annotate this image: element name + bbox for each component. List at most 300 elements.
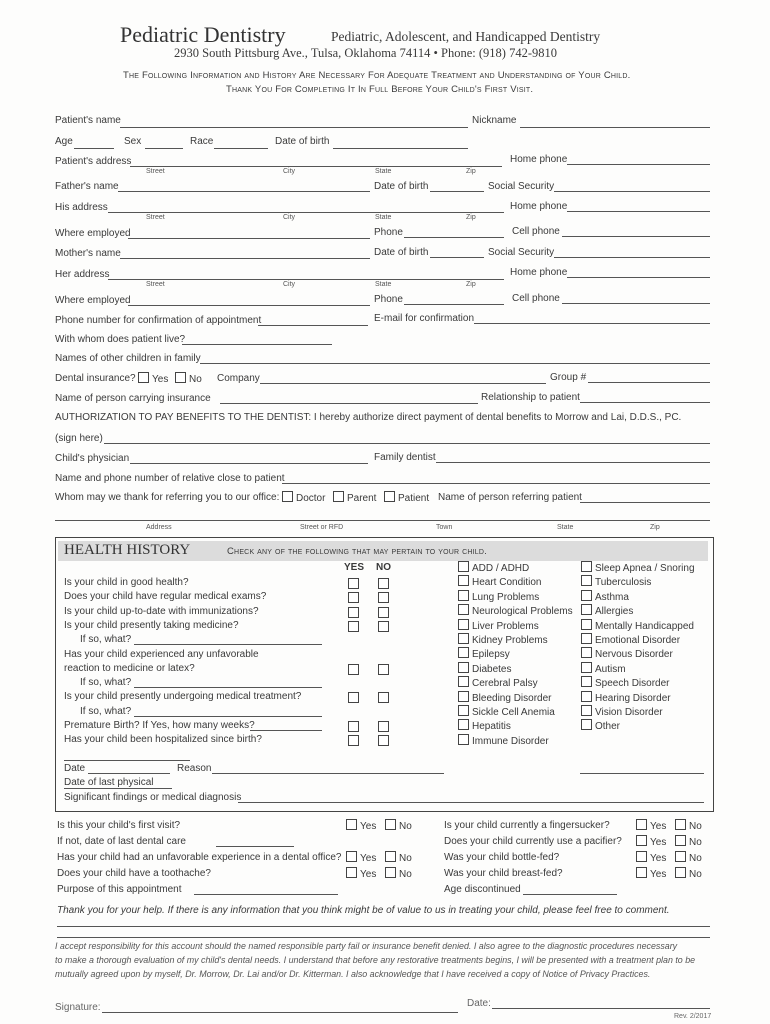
sex-field[interactable]: [145, 148, 183, 149]
condition-label: Cerebral Palsy: [472, 678, 538, 690]
checkbox-icon[interactable]: [458, 719, 469, 730]
lives-with-field[interactable]: [182, 344, 332, 345]
confirm-phone-field[interactable]: [258, 325, 368, 326]
street-sublabel: Street: [146, 168, 165, 175]
father-cell-label: Cell phone: [512, 226, 560, 237]
condition-item[interactable]: [581, 662, 626, 675]
city-sublabel: City: [283, 168, 296, 175]
health-question-label: Does your child have regular medical exams?: [64, 591, 267, 603]
condition-label: Emotional Disorder: [595, 635, 681, 646]
condition-item[interactable]: [581, 561, 695, 574]
checkbox-icon[interactable]: [458, 619, 469, 630]
health-history-title: HEALTH HISTORY: [64, 542, 191, 558]
health-yes-checkbox[interactable]: [348, 721, 359, 732]
consent-line-1: I accept responsibility for this account should the named responsible party fail or insurance benefit denied. I also agree to the diagnostic procedures necessary: [55, 941, 678, 951]
condition-label: Bleeding Disorder: [472, 692, 552, 704]
sign-here-label: (sign here): [55, 433, 103, 444]
option-label: No: [689, 821, 702, 832]
mother-employer-label: Where employed: [55, 295, 131, 306]
authorization-text: AUTHORIZATION TO PAY BENEFITS TO THE DENTIST: I hereby authorize direct payment of dental benefits to Morrow and Lai, D.D.S., PC.: [55, 412, 682, 423]
hospital-date-field[interactable]: [88, 773, 170, 774]
referrer-address-field[interactable]: [55, 520, 710, 521]
health-question-label: Is your child presently undergoing medical treatment?: [64, 691, 302, 703]
condition-item[interactable]: [458, 561, 529, 574]
father-employer-field[interactable]: [128, 238, 370, 239]
father-phone-field[interactable]: [404, 237, 504, 238]
checkbox-icon[interactable]: [581, 590, 592, 601]
family-dentist-label: Family dentist: [374, 452, 436, 463]
condition-label: Autism: [595, 663, 626, 675]
fingersucker-no[interactable]: [675, 819, 702, 832]
pacifier-yes[interactable]: [636, 835, 666, 848]
relative-field[interactable]: [282, 483, 710, 484]
his-address-field[interactable]: [108, 212, 504, 213]
state-sublabel: State: [375, 168, 392, 175]
health-yes-checkbox[interactable]: [348, 607, 359, 618]
insured-name-label: Name of person carrying insurance: [55, 393, 211, 404]
date-label: Date:: [467, 998, 491, 1009]
condition-label: Allergies: [595, 606, 634, 618]
last-physical-label: Date of last physical: [64, 777, 154, 788]
checkbox-icon[interactable]: [581, 719, 592, 730]
first-visit-yes[interactable]: [346, 819, 376, 832]
fingersucker-label: Is your child currently a fingersucker?: [444, 820, 610, 831]
checkbox-icon[interactable]: [458, 647, 469, 658]
bottle-yes[interactable]: [636, 851, 666, 864]
checkbox-icon[interactable]: [458, 691, 469, 702]
checkbox-icon[interactable]: [581, 575, 592, 586]
toothache-label: Does your child have a toothache?: [57, 868, 211, 879]
lives-with-label: With whom does patient live?: [55, 334, 186, 345]
condition-item[interactable]: [581, 705, 663, 718]
zip-sublabel: Zip: [466, 168, 476, 175]
condition-item[interactable]: [458, 719, 511, 732]
condition-label: Mentally Handicapped: [595, 620, 694, 632]
referral-parent-option[interactable]: [333, 491, 376, 504]
condition-item[interactable]: [581, 719, 620, 732]
hospital-date-blank[interactable]: [64, 760, 190, 761]
signature-field[interactable]: [102, 1012, 458, 1013]
age-field[interactable]: [74, 148, 114, 149]
father-dob-label: Date of birth: [374, 181, 429, 192]
condition-item[interactable]: [458, 590, 539, 603]
condition-label: Vision Disorder: [595, 707, 663, 718]
referrer-name-field[interactable]: [580, 502, 710, 503]
condition-item[interactable]: [581, 691, 671, 704]
condition-label: Immune Disorder: [472, 735, 549, 747]
confirm-email-label: E-mail for confirmation: [374, 313, 475, 324]
checkbox-icon[interactable]: [675, 851, 686, 862]
street-sublabel: Street: [146, 214, 165, 221]
checkbox-icon[interactable]: [385, 851, 396, 862]
other-children-label: Names of other children in family: [55, 353, 201, 364]
her-address-label: Her address: [55, 269, 110, 280]
confirm-email-field[interactable]: [474, 323, 710, 324]
thanks-note: Thank you for your help. If there is any information that you think might be of value to us in treating your child, please feel free to comment.: [57, 905, 670, 916]
option-label: Yes: [650, 853, 667, 864]
her-home-phone-field[interactable]: [567, 277, 710, 278]
intro-text-1: The Following Information and History Are Necessary For Adequate Treatment and Understanding of Your Child.: [123, 70, 631, 81]
sex-label: Sex: [124, 136, 142, 147]
option-label: Parent: [347, 493, 377, 504]
condition-item[interactable]: [581, 633, 680, 646]
pacifier-label: Does your child currently use a pacifier?: [444, 836, 622, 847]
dob-field[interactable]: [333, 148, 468, 149]
mother-phone-field[interactable]: [404, 304, 504, 305]
checkbox-icon[interactable]: [346, 851, 357, 862]
mothers-name-field[interactable]: [120, 258, 370, 259]
insured-name-field[interactable]: [220, 403, 478, 404]
race-field[interactable]: [214, 148, 268, 149]
home-phone-label: Home phone: [510, 154, 568, 165]
city-sublabel: City: [283, 214, 296, 221]
condition-item[interactable]: [581, 676, 669, 689]
checkbox-icon[interactable]: [282, 491, 293, 502]
health-question-label: Is your child presently taking medicine?: [64, 619, 239, 631]
condition-label: Speech Disorder: [595, 678, 670, 690]
referral-label: Whom may we thank for referring you to our office:: [55, 492, 280, 503]
hospital-date-label: Date: [64, 763, 86, 774]
toothache-yes[interactable]: [346, 867, 376, 880]
option-label: Yes: [152, 374, 169, 385]
findings-label: Significant findings or medical diagnosis: [64, 792, 242, 803]
relationship-label: Relationship to patient: [481, 392, 580, 403]
health-history-instruction: Check any of the following that may pertain to your child.: [227, 546, 487, 557]
health-answer-field[interactable]: [250, 730, 322, 731]
nickname-label: Nickname: [472, 115, 517, 126]
breast-yes[interactable]: [636, 867, 666, 880]
company-label: Company: [217, 373, 260, 384]
option-label: No: [689, 837, 702, 848]
street-sublabel: Street: [146, 281, 165, 288]
condition-label: Tuberculosis: [595, 577, 652, 589]
address-sublabel: Address: [146, 524, 172, 531]
checkbox-icon[interactable]: [385, 867, 396, 878]
option-label: Yes: [360, 821, 377, 832]
checkbox-icon[interactable]: [581, 705, 592, 716]
breast-label: Was your child breast-fed?: [444, 868, 563, 879]
referral-patient-option[interactable]: [384, 491, 429, 504]
condition-label: Asthma: [595, 591, 629, 603]
no-column-header: NO: [376, 562, 391, 573]
toothache-no[interactable]: [385, 867, 412, 880]
mother-phone-label: Phone: [374, 294, 403, 305]
checkbox-icon[interactable]: [636, 851, 647, 862]
relative-label: Name and phone number of relative close to patient: [55, 473, 285, 484]
condition-item[interactable]: [581, 575, 651, 588]
mother-ssn-label: Social Security: [488, 247, 555, 258]
age-label: Age: [55, 136, 73, 147]
option-label: No: [399, 869, 412, 880]
practice-name: Pediatric Dentistry: [120, 22, 286, 47]
findings-field[interactable]: [238, 802, 704, 803]
health-no-checkbox[interactable]: [378, 692, 389, 703]
health-question-label: Premature Birth? If Yes, how many weeks?: [64, 720, 255, 731]
zip-sublabel: Zip: [466, 214, 476, 221]
mother-ssn-field[interactable]: [554, 257, 710, 258]
option-label: Yes: [360, 869, 377, 880]
option-label: Yes: [650, 837, 667, 848]
referral-doctor-option[interactable]: [282, 491, 325, 504]
health-question-label: If so, what?: [80, 677, 132, 689]
condition-label: Nervous Disorder: [595, 649, 673, 661]
option-label: Yes: [360, 853, 377, 864]
checkbox-icon[interactable]: [385, 819, 396, 830]
intro-text-2: Thank You For Completing It In Full Before Your Child's First Visit.: [226, 84, 534, 95]
state-sublabel: State: [375, 214, 392, 221]
checkbox-icon[interactable]: [581, 691, 592, 702]
checkbox-icon[interactable]: [458, 561, 469, 572]
patient-name-label: Patient's name: [55, 115, 121, 126]
revision-label: Rev. 2/2017: [674, 1013, 712, 1020]
zip-sublabel: Zip: [466, 281, 476, 288]
last-care-label: If not, date of last dental care: [57, 836, 186, 847]
mother-dob-field[interactable]: [430, 257, 484, 258]
father-ssn-field[interactable]: [554, 191, 710, 192]
checkbox-icon[interactable]: [458, 662, 469, 673]
checkbox-icon[interactable]: [675, 867, 686, 878]
father-ssn-label: Social Security: [488, 181, 555, 192]
health-yes-checkbox[interactable]: [348, 621, 359, 632]
checkbox-icon[interactable]: [581, 633, 592, 644]
condition-label: Neurological Problems: [472, 606, 573, 618]
street-rfd-sublabel: Street or RFD: [300, 524, 344, 531]
checkbox-icon[interactable]: [333, 491, 344, 502]
option-label: No: [399, 821, 412, 832]
health-yes-checkbox[interactable]: [348, 735, 359, 746]
mother-employer-field[interactable]: [128, 305, 370, 306]
condition-item[interactable]: [581, 604, 633, 617]
checkbox-icon[interactable]: [458, 604, 469, 615]
health-question-label: If so, what?: [80, 705, 132, 717]
checkbox-icon[interactable]: [675, 835, 686, 846]
checkbox-icon[interactable]: [581, 662, 592, 673]
father-phone-label: Phone: [374, 227, 403, 238]
condition-label: Sickle Cell Anemia: [472, 707, 555, 718]
dob-label: Date of birth: [275, 136, 330, 147]
condition-label: Liver Problems: [472, 620, 539, 632]
health-no-checkbox[interactable]: [378, 592, 389, 603]
patient-name-field[interactable]: [120, 127, 468, 128]
dental-insurance-label: Dental insurance?: [55, 373, 136, 384]
condition-item[interactable]: [458, 575, 541, 588]
health-no-checkbox[interactable]: [378, 607, 389, 618]
yes-column-header: YES: [344, 562, 365, 573]
unfavorable-yes[interactable]: [346, 851, 376, 864]
condition-label: Heart Condition: [472, 577, 542, 589]
unfavorable-no[interactable]: [385, 851, 412, 864]
condition-label: Hearing Disorder: [595, 692, 671, 704]
condition-item[interactable]: [458, 691, 552, 704]
zip-sublabel: Zip: [650, 524, 660, 531]
condition-label: Hepatitis: [472, 721, 511, 733]
condition-item[interactable]: [581, 647, 673, 660]
group-field[interactable]: [588, 382, 710, 383]
fathers-name-label: Father's name: [55, 181, 119, 192]
purpose-field[interactable]: [194, 894, 338, 895]
race-label: Race: [190, 136, 214, 147]
health-question-label: reaction to medicine or latex?: [64, 662, 195, 674]
health-yes-checkbox[interactable]: [348, 592, 359, 603]
unfavorable-label: Has your child had an unfavorable experience in a dental office?: [57, 852, 342, 863]
age-discontinued-label: Age discontinued: [444, 884, 521, 895]
authorization-signature-field[interactable]: [104, 443, 710, 444]
home-phone-field[interactable]: [567, 164, 710, 165]
comment-line-2[interactable]: [57, 937, 710, 938]
health-answer-field[interactable]: [134, 644, 322, 645]
consent-line-2: to make a thorough evaluation of my child's dental needs. I understand that before any restorative treatments begins, I will be presented with a treatment plan to be: [55, 955, 696, 965]
patient-address-label: Patient's address: [55, 156, 132, 167]
health-question-label: If so, what?: [80, 634, 132, 646]
health-question-label: Is your child up-to-date with immunizations?: [64, 605, 259, 617]
patient-address-field[interactable]: [130, 166, 502, 167]
condition-label: Epilepsy: [472, 649, 510, 661]
practice-tagline: Pediatric, Adolescent, and Handicapped Dentistry: [331, 29, 601, 44]
bottle-label: Was your child bottle-fed?: [444, 852, 560, 863]
health-answer-field[interactable]: [134, 716, 322, 717]
checkbox-icon[interactable]: [458, 676, 469, 687]
checkbox-icon[interactable]: [581, 676, 592, 687]
hospital-extra-field[interactable]: [580, 773, 704, 774]
option-label: Yes: [650, 821, 667, 832]
condition-label: Kidney Problems: [472, 635, 548, 646]
father-employer-label: Where employed: [55, 228, 131, 239]
checkbox-icon[interactable]: [636, 819, 647, 830]
condition-item[interactable]: [458, 604, 573, 617]
last-care-field[interactable]: [216, 846, 294, 847]
city-sublabel: City: [283, 281, 296, 288]
her-address-field[interactable]: [108, 279, 504, 280]
group-label: Group #: [550, 372, 587, 383]
comment-line-1[interactable]: [57, 926, 710, 927]
age-discontinued-field[interactable]: [523, 894, 617, 895]
other-children-field[interactable]: [200, 363, 710, 364]
bottle-no[interactable]: [675, 851, 702, 864]
condition-item[interactable]: [458, 619, 539, 632]
first-visit-label: Is this your child's first visit?: [57, 820, 181, 831]
checkbox-icon[interactable]: [458, 575, 469, 586]
condition-label: Diabetes: [472, 663, 512, 675]
condition-item[interactable]: [458, 647, 510, 660]
health-no-checkbox[interactable]: [378, 621, 389, 632]
checkbox-icon[interactable]: [175, 372, 186, 383]
health-question-label: Has your child experienced any unfavorable: [64, 648, 259, 660]
checkbox-icon[interactable]: [581, 561, 592, 572]
referrer-name-label: Name of person referring patient: [438, 492, 582, 503]
insurance-no-option[interactable]: [175, 372, 202, 385]
first-visit-no[interactable]: [385, 819, 412, 832]
condition-label: Lung Problems: [472, 591, 540, 603]
state-sublabel: State: [375, 281, 392, 288]
practice-address: 2930 South Pittsburg Ave., Tulsa, Oklahoma 74114 • Phone: (918) 742-9810: [174, 46, 557, 60]
health-yes-checkbox[interactable]: [348, 692, 359, 703]
breast-no[interactable]: [675, 867, 702, 880]
signature-label: Signature:: [55, 1002, 101, 1013]
pacifier-no[interactable]: [675, 835, 702, 848]
health-yes-checkbox[interactable]: [348, 664, 359, 675]
option-label: Yes: [650, 869, 667, 880]
date-field[interactable]: [492, 1008, 710, 1009]
condition-item[interactable]: [458, 734, 549, 747]
hospital-reason-field[interactable]: [212, 773, 444, 774]
relationship-field[interactable]: [580, 402, 710, 403]
checkbox-icon[interactable]: [581, 619, 592, 630]
family-dentist-field[interactable]: [436, 462, 710, 463]
company-field[interactable]: [260, 383, 546, 384]
his-home-phone-field[interactable]: [567, 211, 710, 212]
physician-label: Child's physician: [55, 453, 130, 464]
checkbox-icon[interactable]: [458, 590, 469, 601]
fingersucker-yes[interactable]: [636, 819, 666, 832]
condition-item[interactable]: [458, 662, 511, 675]
fathers-name-field[interactable]: [118, 191, 370, 192]
option-label: No: [399, 853, 412, 864]
mother-cell-field[interactable]: [562, 303, 710, 304]
consent-line-3: mutually agreed upon by myself, Dr. Morrow, Dr. Lai and/or Dr. Kitterman. I also acknowledge that I have received a copy of Notice of Privacy Practices.: [55, 969, 651, 979]
condition-item[interactable]: [458, 676, 538, 689]
health-question-label: Has your child been hospitalized since birth?: [64, 734, 262, 746]
health-no-checkbox[interactable]: [378, 735, 389, 746]
checkbox-icon[interactable]: [346, 867, 357, 878]
option-label: Doctor: [296, 493, 326, 504]
nickname-field[interactable]: [520, 127, 710, 128]
mothers-name-label: Mother's name: [55, 248, 121, 259]
checkbox-icon[interactable]: [636, 867, 647, 878]
health-question-label: Is your child in good health?: [64, 577, 189, 588]
checkbox-icon[interactable]: [458, 633, 469, 644]
hospital-reason-label: Reason: [177, 763, 212, 774]
health-no-checkbox[interactable]: [378, 578, 389, 589]
his-home-phone-label: Home phone: [510, 201, 568, 212]
mother-dob-label: Date of birth: [374, 247, 429, 258]
condition-item[interactable]: [458, 705, 555, 718]
town-sublabel: Town: [436, 524, 453, 531]
health-no-checkbox[interactable]: [378, 721, 389, 732]
checkbox-icon[interactable]: [384, 491, 395, 502]
condition-item[interactable]: [458, 633, 548, 646]
father-dob-field[interactable]: [430, 191, 484, 192]
checkbox-icon[interactable]: [458, 734, 469, 745]
her-home-phone-label: Home phone: [510, 267, 568, 278]
condition-label: Sleep Apnea / Snoring: [595, 563, 695, 574]
physician-field[interactable]: [130, 463, 368, 464]
checkbox-icon[interactable]: [458, 705, 469, 716]
checkbox-icon[interactable]: [138, 372, 149, 383]
father-cell-field[interactable]: [562, 236, 710, 237]
option-label: No: [189, 374, 202, 385]
checkbox-icon[interactable]: [636, 835, 647, 846]
condition-item[interactable]: [581, 619, 694, 632]
health-yes-checkbox[interactable]: [348, 578, 359, 589]
insurance-yes-option[interactable]: [138, 372, 168, 385]
condition-label: Other: [595, 721, 621, 733]
confirm-phone-label: Phone number for confirmation of appointment: [55, 315, 262, 326]
last-physical-field[interactable]: [64, 788, 172, 789]
checkbox-icon[interactable]: [581, 604, 592, 615]
option-label: No: [689, 853, 702, 864]
checkbox-icon[interactable]: [675, 819, 686, 830]
purpose-label: Purpose of this appointment: [57, 884, 182, 895]
checkbox-icon[interactable]: [581, 647, 592, 658]
checkbox-icon[interactable]: [346, 819, 357, 830]
health-no-checkbox[interactable]: [378, 664, 389, 675]
mother-cell-label: Cell phone: [512, 293, 560, 304]
state-sublabel: State: [557, 524, 574, 531]
option-label: Patient: [398, 493, 430, 504]
condition-item[interactable]: [581, 590, 629, 603]
condition-label: ADD / ADHD: [472, 563, 530, 574]
health-answer-field[interactable]: [134, 687, 322, 688]
